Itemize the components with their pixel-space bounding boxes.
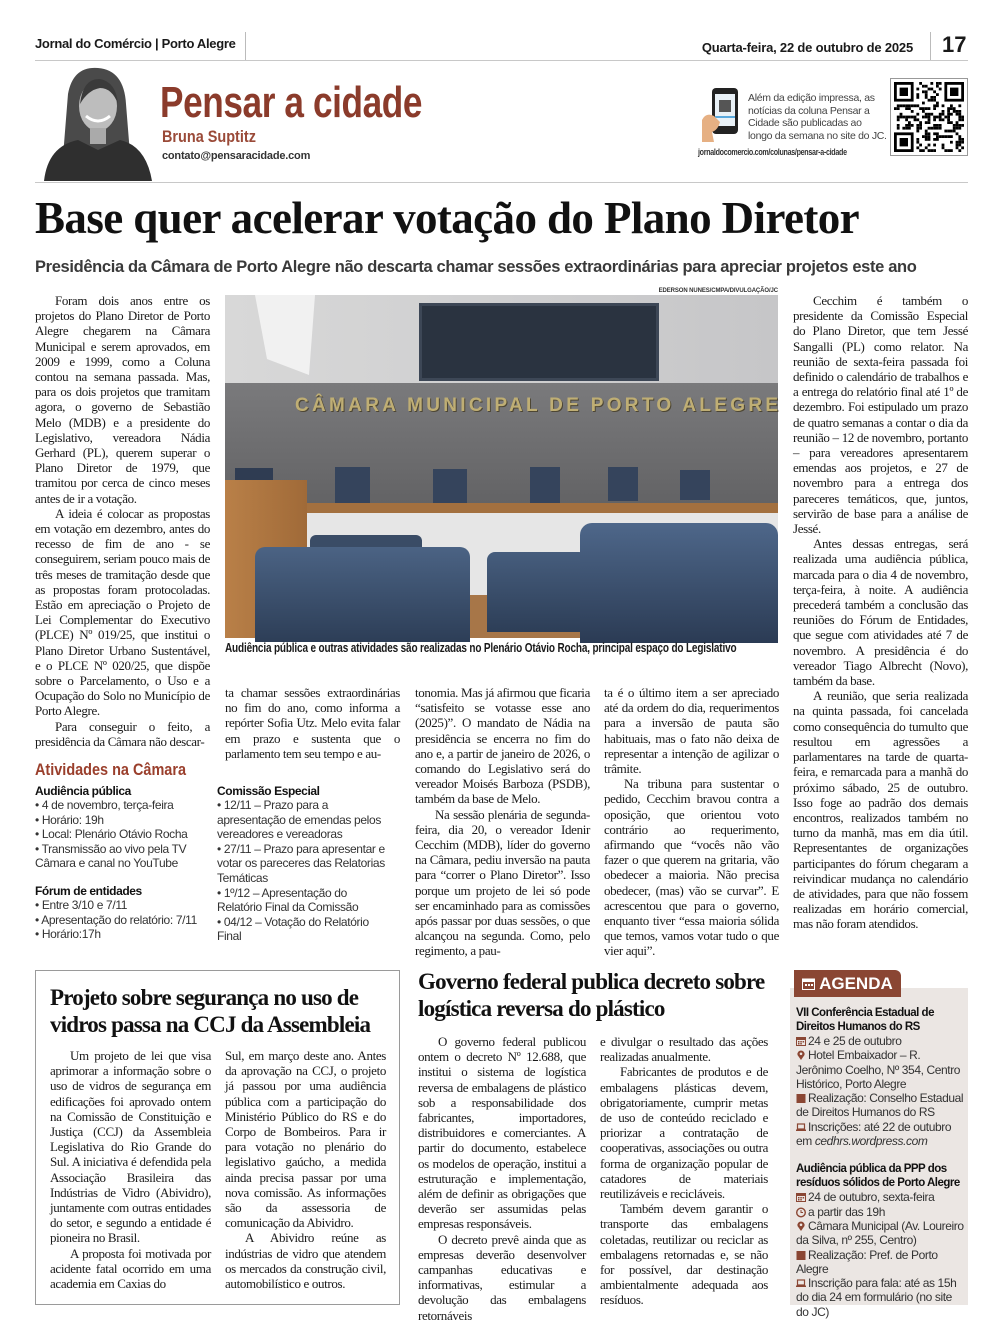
list-item: • 12/11 – Prazo para a apresentação de emendas pelos vereadores e vereadoras xyxy=(217,798,387,842)
list-item: • Local: Plenário Otávio Rocha xyxy=(35,827,210,842)
agenda-line xyxy=(796,1248,966,1277)
atividades-title: Atividades na Câmara xyxy=(35,760,186,779)
column-title: Pensar a cidade xyxy=(160,78,423,127)
paragraph: A reunião, que seria realizada na quinta passada, foi cancelada como consequência do tumulto que resultou em agressões a parlamentares na tarde de quarta-feira, e remarcada para a manhã do próximo sábado, 25 de outubro. Isso foge ao padrão dos demais encontros, realizados também no turno da manhã, mas em dia útil. Representantes de organizações participantes do fórum chegaram a reivindicar mudança no calendário de atividades, para que não fossem realizadas em horário comercial, mas não foram atendidos. xyxy=(793,688,968,932)
clock-icon xyxy=(796,1207,806,1217)
calendar-icon xyxy=(796,1036,806,1046)
column-url-link[interactable]: jornaldocomercio.com/colunas/pensar-a-cidade xyxy=(698,147,847,158)
plastico-column-1 xyxy=(418,1034,586,1323)
paragraph: A ideia é colocar as propostas em votação em dezembro, antes do recesso de fim de ano - se conseguirem, seriam pouco mais de três meses de tramitação desde que as propostas foram protocoladas. Estão em apreciação o Projeto de Lei Complementar do Executivo (PLCE) Nº 019/25, que institui o Plano Diretor Urbano Sustentável, e o PLCE Nº 020/25, que dispõe sobre o Parcelamento, o Uso e a Ocupação do Solo no Município de Porto Alegre. xyxy=(35,505,210,719)
paragraph: e divulgar o resultado das ações realizadas anualmente. xyxy=(600,1034,768,1065)
organizer-square-icon xyxy=(796,1250,806,1260)
calendar-icon xyxy=(802,977,815,990)
audiencia-items xyxy=(35,798,210,871)
paragraph: tonomia. Mas já afirmou que ficaria “satisfeito se votasse esse ano (2025)”. O mandato de Nádia na presidência se encerra no fim do ano e, a partir de janeiro de 2026, o comando do Legislativo será do vereador Moisés Barboza (PSDB), também da base de Melo. xyxy=(415,685,590,807)
agenda-event xyxy=(796,1162,966,1319)
agenda-line-text: 24 e 25 de outubro xyxy=(808,1034,902,1048)
article-column-3 xyxy=(415,685,590,959)
plastico-headline: Governo federal publica decreto sobre logística reversa do plástico xyxy=(418,969,765,1021)
column-author: Bruna Suptitz xyxy=(162,127,256,146)
laptop-icon xyxy=(796,1278,806,1288)
divider xyxy=(35,182,968,183)
paragraph: Também devem garantir o transporte das embalagens coletadas, reutilizar ou reciclar as embalagens retornadas e, se não for possível, dar destinação ambientalmente adequada aos resíduos. xyxy=(600,1201,768,1308)
agenda-event-title: VII Conferência Estadual de Direitos Humanos do RS xyxy=(796,1007,934,1033)
agenda-tab xyxy=(794,970,901,997)
paragraph: Antes dessas entregas, será realizada uma audiência pública, marcada para o dia 4 de novembro, terça-feira, à noite. A audiência precederá também a conclusão das reuniões do Fórum de Entidades, que segue com atividades até 7 de novembro. A presidência é do vereador Tiago Albrecht (Novo), também da base. xyxy=(793,536,968,689)
agenda-line xyxy=(796,1048,966,1091)
agenda-event xyxy=(796,1006,966,1148)
paragraph: Um projeto de lei que visa aprimorar a informação sobre o uso de vidros de segurança em edificações foi aprovado ontem na Comissão de Constituição e Justiça (CCJ) da Assembleia Legislativa do Rio Grande do Sul. A iniciativa é defendida pela Associação Brasileira das Indústrias de Vidro (Abividro), juntamente com outras entidades do setor, e segundo a entidade é pioneira no Brasil. xyxy=(50,1048,211,1246)
vidros-headline: Projeto sobre segurança no uso de vidros passa na CCJ da Assembleia xyxy=(50,985,371,1037)
list-item: • Horário: 19h xyxy=(35,813,210,828)
location-pin-icon xyxy=(796,1050,806,1060)
agenda-line-text: Realização: Pref. de Porto Alegre xyxy=(796,1247,938,1276)
comissao-items xyxy=(217,798,387,944)
photo-credit: EDERSON NUNES/CMPA/DIVULGAÇÃO/JC xyxy=(658,288,778,294)
article-column-2 xyxy=(225,685,400,761)
article-column-5 xyxy=(793,293,968,948)
calendar-icon xyxy=(796,1192,806,1202)
paragraph: ta é o último item a ser apreciado até da ordem do dia, requerimentos para a inversão de pauta são habituais, mas o fato não deixa de representar a intenção de agilizar o trâmite. xyxy=(604,685,779,777)
list-item: • 04/12 – Votação do Relatório Final xyxy=(217,915,387,944)
phone-scan-icon xyxy=(700,86,742,142)
paragraph: O decreto prevê ainda que as empresas deverão desenvolver campanhas educativas e informativas, estimular a devolução das embalagens retornáveis xyxy=(418,1231,586,1323)
paragraph: Para conseguir o feito, a presidência da Câmara não descar- xyxy=(35,718,210,749)
list-item: • 1º/12 – Apresentação do Relatório Final da Comissão xyxy=(217,886,387,915)
plenary-photo xyxy=(225,295,782,638)
agenda-line xyxy=(796,1091,966,1120)
agenda-line xyxy=(796,1034,966,1048)
laptop-icon xyxy=(796,1122,806,1132)
main-subhead: Presidência da Câmara de Porto Alegre não descarta chamar sessões extraordinárias para apreciar projetos este ano xyxy=(35,258,917,276)
paragraph: Fabricantes de produtos e de embalagens plásticas devem, obrigatoriamente, cumprir metas de uso de conteúdo reciclado e priorizar a contratação de cooperativas, associações ou outra forma de organização popular de catadores de materiais reutilizáveis e recicláveis. xyxy=(600,1064,768,1202)
plastico-column-2 xyxy=(600,1034,768,1310)
paragraph: A proposta foi motivada por acidente fatal ocorrido em uma academia em Caxias do xyxy=(50,1245,211,1292)
agenda-line-text: Inscrições: até 22 de outubro em xyxy=(796,1119,952,1149)
list-item: • Apresentação do relatório: 7/11 xyxy=(35,913,210,928)
agenda-line-text: a partir das 19h xyxy=(808,1204,885,1219)
forum-items xyxy=(35,898,210,942)
article-column-4 xyxy=(604,685,779,959)
agenda-line xyxy=(796,1219,966,1248)
promo-text: Além da edição impressa, as notícias da coluna Pensar a Cidade são publicadas ao longo da semana no site do JC. xyxy=(748,92,887,142)
agenda-title: AGENDA xyxy=(819,974,893,993)
paragraph: Sul, em março deste ano. Antes da aprovação na CCJ, o projeto já passou por uma audiência pública com a participação do Ministério Público do RS e do Corpo de Bombeiros. Para ir para votação no plenário do legislativo gaúcho, a medida ainda precisa passar por uma nova comissão. As informações são da assessoria de comunicação da Abividro. xyxy=(225,1048,386,1231)
divider xyxy=(930,32,931,60)
agenda-line xyxy=(796,1120,966,1149)
list-item: • 27/11 – Prazo para apresentar e votar os pareceres das Relatorias Temáticas xyxy=(217,842,387,886)
agenda-line-text: Inscrição para fala: até as 15h do dia 24 em formulário (no site do JC) xyxy=(796,1276,957,1319)
agenda-line xyxy=(796,1190,966,1204)
divider xyxy=(35,60,968,61)
paragraph: Na sessão plenária de segunda-feira, dia 20, o vereador Idenir Cecchim (MDB), líder do governo na Câmara, pediu inversão na pauta para “correr o Plano Diretor”. Isso porque um projeto de lei só pode ser encaminhado para as comissões após passar por duas sessões, o que alcançou na segunda. Como, pelo regimento, a pau- xyxy=(415,806,590,959)
agenda-line-text: 24 de outubro, sexta-feira xyxy=(808,1190,935,1205)
comissao-heading: Comissão Especial xyxy=(217,784,320,798)
agenda-line xyxy=(796,1205,966,1219)
issue-date: Quarta-feira, 22 de outubro de 2025 xyxy=(701,40,913,55)
agenda-line-text: Realização: Conselho Estadual de Direitos Humanos do RS xyxy=(796,1091,964,1120)
agenda-event-title: Audiência pública da PPP dos resíduos sólidos de Porto Alegre xyxy=(796,1163,960,1190)
agenda-line-text: Câmara Municipal (Av. Loureiro da Silva, nº 255, Centro) xyxy=(796,1218,964,1248)
publication-name: Jornal do Comércio | Porto Alegre xyxy=(35,36,236,51)
columnist-portrait xyxy=(38,64,156,181)
list-item: • 4 de novembro, terça-feira xyxy=(35,798,210,813)
forum-heading: Fórum de entidades xyxy=(35,884,142,898)
forum-list xyxy=(35,884,210,942)
list-item: • Transmissão ao vivo pela TV Câmara e canal no YouTube xyxy=(35,842,210,871)
vidros-column-2 xyxy=(225,1048,386,1298)
main-headline: Base quer acelerar votação do Plano Diretor xyxy=(35,193,860,243)
paragraph: A Abividro reúne as indústrias de vidro que atendem os mercados da construção civil, automobilístico e outros. xyxy=(225,1230,386,1292)
comissao-list xyxy=(217,784,387,944)
photo-sign-text: CÂMARA MUNICIPAL DE PORTO ALEGRE xyxy=(295,395,782,416)
paragraph: Na tribuna para sustentar o pedido, Cecchim bravou contra a oposição, que orientou voto contrário ao requerimento, afirmando que “vocês não vão fazer o que querem na gritaria, vão obedecer a maioria. Não precisa obedecer, (mas) vão se curvar”. E acrescentou que para o governo, enquanto tiver “essa maioria sólida que temos, vamos votar tudo o que vier aqui”. xyxy=(604,776,779,959)
paragraph: O governo federal publicou ontem o decreto Nº 12.688, que institui o sistema de logística reversa de embalagens de plástico sob a responsabilidade dos fabricantes, importadores, distribuidores e comerciantes. A partir do documento, estabelece os modelos de operação, institui a estruturação e implementação, além de definir as obrigações que deverão ser assumidas pelas empresas responsáveis. xyxy=(418,1034,586,1232)
audiencia-heading: Audiência pública xyxy=(35,784,131,798)
article-column-1 xyxy=(35,293,210,748)
qr-code[interactable] xyxy=(890,78,968,156)
column-email[interactable]: contato@pensaracidade.com xyxy=(162,150,311,162)
audiencia-list xyxy=(35,784,210,871)
divider xyxy=(245,32,246,60)
location-pin-icon xyxy=(796,1221,806,1231)
agenda-events xyxy=(796,1006,966,1333)
list-item: • Entre 3/10 e 7/11 xyxy=(35,898,210,913)
paragraph: ta chamar sessões extraordinárias no fim do ano, como informa a repórter Sofia Utz. Melo evita falar em prazo e sustenta que o parlamento tem seu tempo e au- xyxy=(225,685,400,761)
paragraph: Cecchim é também o presidente da Comissão Especial do Plano Diretor, que tem Jessé Sangalli (PL) como relator. Na reunião de sexta-feira passada foi definido o calendário de trabalhos e a entrega do relatório final até 1º de dezembro. Foi estipulado um prazo de quatro semanas a contar o dia da reunião – 12 de novembro, portanto – para vereadores apresentarem emendas aos projetos, e 27 de novembro para a entrega dos pareceres temáticos, que, juntos, servirão de base para a análise de Jessé. xyxy=(793,293,968,537)
agenda-line xyxy=(796,1276,966,1319)
vidros-column-1 xyxy=(50,1048,211,1298)
organizer-square-icon xyxy=(796,1093,806,1103)
list-item: • Horário:17h xyxy=(35,927,210,942)
page-number: 17 xyxy=(942,32,967,57)
agenda-link[interactable]: cedhrs.wordpress.com xyxy=(814,1134,928,1149)
paragraph: Foram dois anos entre os projetos do Plano Diretor de Porto Alegre chegarem na Câmara Municipal e serem aprovados, em 2009 e 1999, como a Coluna contou na semana passada. Mas, para os dois projetos que tramitam agora, o governo de Sebastião Melo (MDB) e a presidente do Legislativo, vereadora Nádia Gerhard (PL), querem superar o Plano Diretor de 1979, que tramitou por cerca de cinco meses antes de ir a votação. xyxy=(35,293,210,506)
agenda-line-text: Hotel Embaixador – R. Jerônimo Coelho, Nº 354, Centro Histórico, Porto Alegre xyxy=(796,1048,961,1091)
photo-caption: Audiência pública e outras atividades são realizadas no Plenário Otávio Rocha, principal espaço do Legislativo xyxy=(225,641,737,655)
